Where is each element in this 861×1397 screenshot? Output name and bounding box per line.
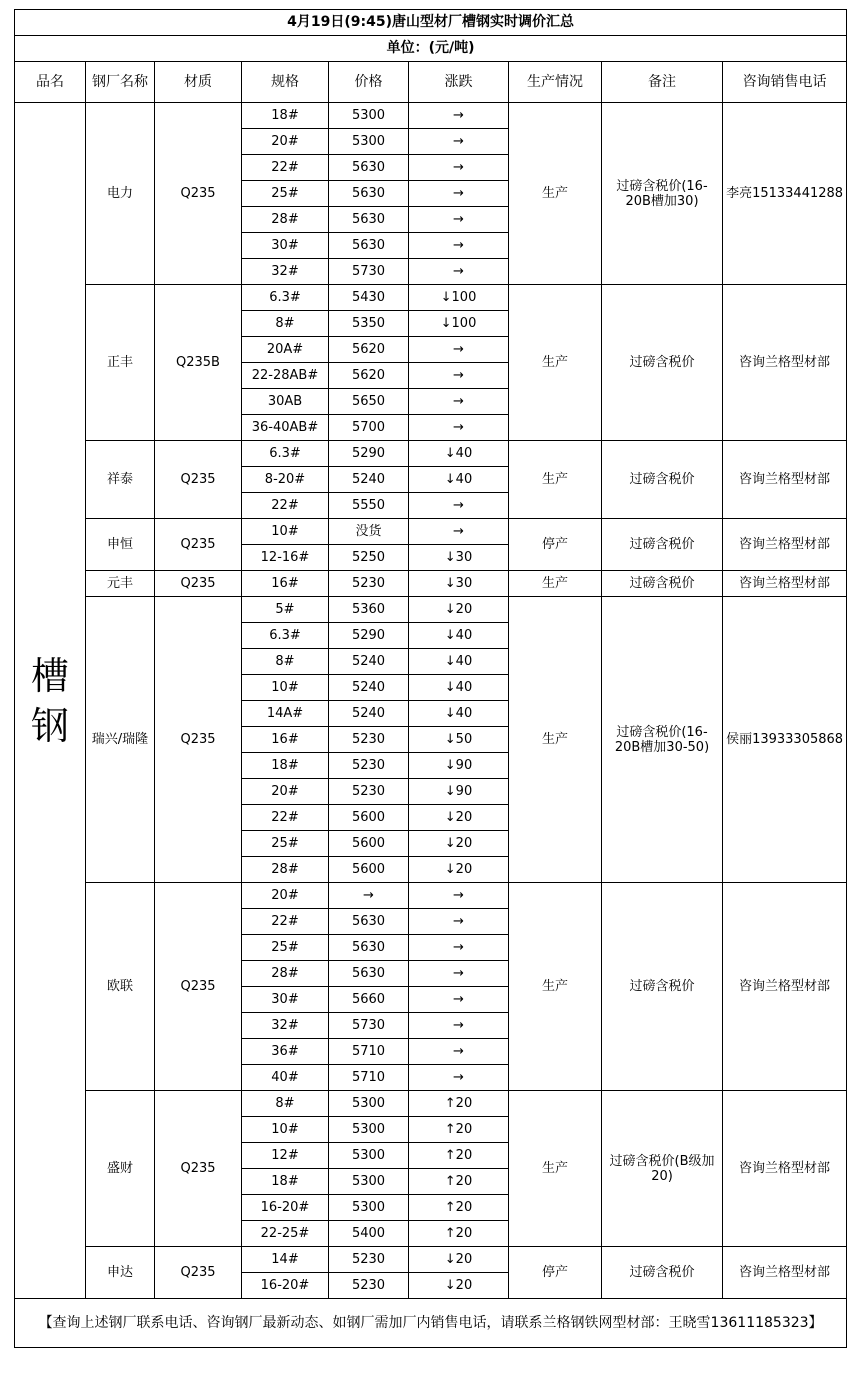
price-cell: →	[329, 883, 409, 909]
change-cell: ↓40	[409, 675, 509, 701]
product-name-cell: 槽钢	[15, 103, 86, 1299]
header-material: 材质	[155, 62, 242, 103]
price-cell: 5300	[329, 129, 409, 155]
change-cell: →	[409, 181, 509, 207]
unit-label: 单位：(元/吨)	[15, 36, 847, 62]
price-cell: 5350	[329, 311, 409, 337]
change-cell: ↓40	[409, 623, 509, 649]
price-cell: 5710	[329, 1039, 409, 1065]
header-product: 品名	[15, 62, 86, 103]
spec-cell: 30#	[242, 987, 329, 1013]
change-cell: ↓20	[409, 857, 509, 883]
price-cell: 5240	[329, 675, 409, 701]
spec-cell: 8#	[242, 1091, 329, 1117]
price-cell: 没货	[329, 519, 409, 545]
change-cell: ↓90	[409, 779, 509, 805]
price-cell: 5630	[329, 181, 409, 207]
change-cell: →	[409, 1013, 509, 1039]
change-cell: →	[409, 415, 509, 441]
header-row	[15, 62, 847, 103]
footer-note: 【查询上述钢厂联系电话、咨询钢厂最新动态、如钢厂需加厂内销售电话，请联系兰格钢铁网型材部：王晓雪13611185323】	[15, 1299, 847, 1348]
spec-cell: 28#	[242, 961, 329, 987]
change-cell: →	[409, 129, 509, 155]
production-cell: 生产	[509, 883, 602, 1091]
spec-cell: 8#	[242, 649, 329, 675]
price-cell: 5400	[329, 1221, 409, 1247]
spec-cell: 16#	[242, 727, 329, 753]
table-row	[15, 571, 847, 597]
spec-cell: 22#	[242, 493, 329, 519]
price-cell: 5600	[329, 857, 409, 883]
spec-cell: 16#	[242, 571, 329, 597]
spec-cell: 14A#	[242, 701, 329, 727]
spec-cell: 32#	[242, 259, 329, 285]
remark-cell: 过磅含税价(16-20B槽加30)	[602, 103, 723, 285]
spec-cell: 6.3#	[242, 285, 329, 311]
change-cell: →	[409, 935, 509, 961]
change-cell: →	[409, 1065, 509, 1091]
price-cell: 5620	[329, 363, 409, 389]
change-cell: ↓30	[409, 571, 509, 597]
spec-cell: 12-16#	[242, 545, 329, 571]
price-cell: 5630	[329, 961, 409, 987]
remark-cell: 过磅含税价(B级加20)	[602, 1091, 723, 1247]
spec-cell: 5#	[242, 597, 329, 623]
price-cell: 5230	[329, 1247, 409, 1273]
change-cell: →	[409, 493, 509, 519]
material-cell: Q235	[155, 1091, 242, 1247]
price-cell: 5250	[329, 545, 409, 571]
mill-cell: 正丰	[86, 285, 155, 441]
contact-cell: 咨询兰格型材部	[723, 441, 847, 519]
change-cell: ↓40	[409, 649, 509, 675]
remark-cell: 过磅含税价	[602, 519, 723, 571]
header-remark: 备注	[602, 62, 723, 103]
contact-cell: 李亮15133441288	[723, 103, 847, 285]
change-cell: →	[409, 1039, 509, 1065]
change-cell: →	[409, 259, 509, 285]
price-cell: 5650	[329, 389, 409, 415]
mill-cell: 欧联	[86, 883, 155, 1091]
remark-cell: 过磅含税价	[602, 883, 723, 1091]
production-cell: 生产	[509, 441, 602, 519]
mill-cell: 电力	[86, 103, 155, 285]
spec-cell: 22-25#	[242, 1221, 329, 1247]
mill-cell: 盛财	[86, 1091, 155, 1247]
mill-cell: 申恒	[86, 519, 155, 571]
header-contact: 咨询销售电话	[723, 62, 847, 103]
spec-cell: 28#	[242, 207, 329, 233]
spec-cell: 20#	[242, 779, 329, 805]
spec-cell: 32#	[242, 1013, 329, 1039]
price-cell: 5630	[329, 155, 409, 181]
mill-cell: 祥泰	[86, 441, 155, 519]
change-cell: ↓100	[409, 311, 509, 337]
remark-cell: 过磅含税价	[602, 571, 723, 597]
header-change: 涨跌	[409, 62, 509, 103]
contact-cell: 咨询兰格型材部	[723, 285, 847, 441]
change-cell: ↓30	[409, 545, 509, 571]
price-cell: 5550	[329, 493, 409, 519]
spec-cell: 18#	[242, 753, 329, 779]
contact-cell: 咨询兰格型材部	[723, 1247, 847, 1299]
price-cell: 5630	[329, 207, 409, 233]
price-cell: 5230	[329, 571, 409, 597]
price-cell: 5630	[329, 233, 409, 259]
spec-cell: 20#	[242, 129, 329, 155]
price-cell: 5730	[329, 259, 409, 285]
remark-cell: 过磅含税价	[602, 1247, 723, 1299]
spec-cell: 22-28AB#	[242, 363, 329, 389]
spec-cell: 20A#	[242, 337, 329, 363]
table-row	[15, 441, 847, 467]
price-table-container	[14, 9, 846, 1348]
change-cell: ↑20	[409, 1143, 509, 1169]
change-cell: ↓40	[409, 467, 509, 493]
change-cell: →	[409, 363, 509, 389]
header-mill: 钢厂名称	[86, 62, 155, 103]
contact-cell: 咨询兰格型材部	[723, 571, 847, 597]
change-cell: ↓40	[409, 441, 509, 467]
change-cell: →	[409, 155, 509, 181]
material-cell: Q235	[155, 103, 242, 285]
production-cell: 生产	[509, 597, 602, 883]
spec-cell: 10#	[242, 675, 329, 701]
spec-cell: 36-40AB#	[242, 415, 329, 441]
spec-cell: 10#	[242, 1117, 329, 1143]
change-cell: ↑20	[409, 1221, 509, 1247]
price-cell: 5240	[329, 467, 409, 493]
spec-cell: 18#	[242, 103, 329, 129]
mill-cell: 元丰	[86, 571, 155, 597]
spec-cell: 6.3#	[242, 441, 329, 467]
price-cell: 5430	[329, 285, 409, 311]
price-cell: 5230	[329, 779, 409, 805]
spec-cell: 30AB	[242, 389, 329, 415]
spec-cell: 8#	[242, 311, 329, 337]
spec-cell: 30#	[242, 233, 329, 259]
spec-cell: 25#	[242, 181, 329, 207]
change-cell: ↓20	[409, 1247, 509, 1273]
price-cell: 5230	[329, 727, 409, 753]
change-cell: →	[409, 961, 509, 987]
change-cell: ↓20	[409, 831, 509, 857]
change-cell: ↓20	[409, 1273, 509, 1299]
change-cell: ↓40	[409, 701, 509, 727]
spec-cell: 16-20#	[242, 1273, 329, 1299]
spec-cell: 6.3#	[242, 623, 329, 649]
price-cell: 5300	[329, 1169, 409, 1195]
price-cell: 5240	[329, 649, 409, 675]
price-cell: 5290	[329, 623, 409, 649]
price-cell: 5630	[329, 909, 409, 935]
contact-cell: 侯丽13933305868	[723, 597, 847, 883]
change-cell: ↓20	[409, 597, 509, 623]
change-cell: ↓100	[409, 285, 509, 311]
spec-cell: 25#	[242, 831, 329, 857]
spec-cell: 40#	[242, 1065, 329, 1091]
change-cell: →	[409, 207, 509, 233]
price-cell: 5300	[329, 1091, 409, 1117]
spec-cell: 20#	[242, 883, 329, 909]
price-cell: 5230	[329, 753, 409, 779]
change-cell: →	[409, 519, 509, 545]
price-cell: 5620	[329, 337, 409, 363]
spec-cell: 12#	[242, 1143, 329, 1169]
table-row	[15, 103, 847, 129]
spec-cell: 22#	[242, 805, 329, 831]
spec-cell: 22#	[242, 155, 329, 181]
change-cell: ↑20	[409, 1169, 509, 1195]
spec-cell: 18#	[242, 1169, 329, 1195]
spec-cell: 28#	[242, 857, 329, 883]
price-cell: 5630	[329, 935, 409, 961]
change-cell: ↓90	[409, 753, 509, 779]
change-cell: →	[409, 909, 509, 935]
remark-cell: 过磅含税价	[602, 285, 723, 441]
table-row	[15, 1247, 847, 1273]
remark-cell: 过磅含税价(16-20B槽加30-50)	[602, 597, 723, 883]
price-cell: 5230	[329, 1273, 409, 1299]
material-cell: Q235	[155, 571, 242, 597]
material-cell: Q235B	[155, 285, 242, 441]
production-cell: 生产	[509, 103, 602, 285]
price-cell: 5240	[329, 701, 409, 727]
contact-cell: 咨询兰格型材部	[723, 883, 847, 1091]
spec-cell: 14#	[242, 1247, 329, 1273]
mill-cell: 申达	[86, 1247, 155, 1299]
table-row	[15, 883, 847, 909]
price-cell: 5300	[329, 103, 409, 129]
price-cell: 5300	[329, 1195, 409, 1221]
change-cell: ↓20	[409, 805, 509, 831]
header-spec: 规格	[242, 62, 329, 103]
price-cell: 5290	[329, 441, 409, 467]
table-row	[15, 519, 847, 545]
price-table	[14, 9, 847, 1348]
spec-cell: 25#	[242, 935, 329, 961]
change-cell: ↑20	[409, 1117, 509, 1143]
spec-cell: 16-20#	[242, 1195, 329, 1221]
production-cell: 停产	[509, 1247, 602, 1299]
table-row	[15, 285, 847, 311]
remark-cell: 过磅含税价	[602, 441, 723, 519]
mill-cell: 瑞兴/瑞隆	[86, 597, 155, 883]
change-cell: →	[409, 883, 509, 909]
price-cell: 5600	[329, 805, 409, 831]
price-cell: 5360	[329, 597, 409, 623]
change-cell: ↓50	[409, 727, 509, 753]
spec-cell: 36#	[242, 1039, 329, 1065]
price-cell: 5700	[329, 415, 409, 441]
change-cell: ↑20	[409, 1195, 509, 1221]
change-cell: →	[409, 389, 509, 415]
material-cell: Q235	[155, 1247, 242, 1299]
material-cell: Q235	[155, 597, 242, 883]
price-cell: 5600	[329, 831, 409, 857]
change-cell: →	[409, 233, 509, 259]
contact-cell: 咨询兰格型材部	[723, 519, 847, 571]
production-cell: 生产	[509, 1091, 602, 1247]
production-cell: 生产	[509, 571, 602, 597]
header-production: 生产情况	[509, 62, 602, 103]
spec-cell: 22#	[242, 909, 329, 935]
price-cell: 5300	[329, 1143, 409, 1169]
material-cell: Q235	[155, 441, 242, 519]
material-cell: Q235	[155, 519, 242, 571]
table-row	[15, 597, 847, 623]
production-cell: 生产	[509, 285, 602, 441]
spec-cell: 8-20#	[242, 467, 329, 493]
contact-cell: 咨询兰格型材部	[723, 1091, 847, 1247]
spec-cell: 10#	[242, 519, 329, 545]
header-price: 价格	[329, 62, 409, 103]
price-cell: 5660	[329, 987, 409, 1013]
material-cell: Q235	[155, 883, 242, 1091]
table-title: 4月19日(9:45)唐山型材厂槽钢实时调价汇总	[15, 10, 847, 36]
change-cell: →	[409, 103, 509, 129]
price-cell: 5300	[329, 1117, 409, 1143]
price-cell: 5710	[329, 1065, 409, 1091]
change-cell: →	[409, 337, 509, 363]
price-cell: 5730	[329, 1013, 409, 1039]
table-row	[15, 1091, 847, 1117]
production-cell: 停产	[509, 519, 602, 571]
change-cell: →	[409, 987, 509, 1013]
change-cell: ↑20	[409, 1091, 509, 1117]
